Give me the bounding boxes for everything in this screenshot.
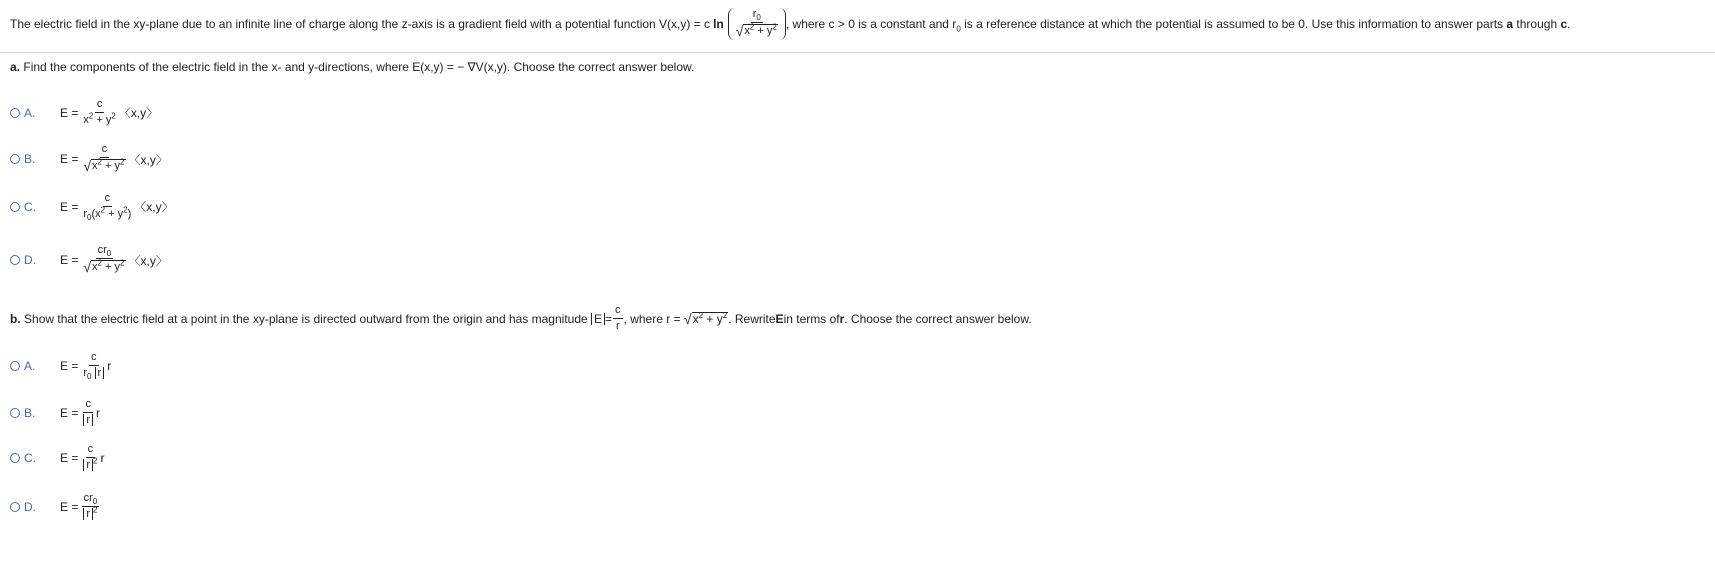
fraction: $\frac{cr_0}{r ^2}$ (83, 492, 98, 520)
intro-text-after: , where c > 0 is a constant and $r_0$ is a reference distance at which the potential is assumed to be 0. Use this information to answer parts a through c. (785, 17, 1571, 34)
fraction: $\frac{c}{r_0(x^2 + y^2)}$ (83, 192, 132, 223)
radio-button[interactable] (10, 502, 20, 512)
part-a-option-c[interactable]: C. E = $\frac{c}{r_0(x^2 + y^2)}$ 〈x,y〉 (10, 192, 174, 221)
part-b-option-a[interactable]: A. E = $\frac{c}{r_0 r}$ r (10, 351, 111, 380)
radio-button[interactable] (10, 408, 20, 418)
fraction: c √ $x^2 + y^2$ (83, 143, 125, 174)
part-b-option-d[interactable]: D. E = $\frac{cr_0}{r ^2}$ (10, 492, 100, 521)
radio-button[interactable] (10, 108, 20, 118)
divider (0, 52, 1715, 53)
radio-button[interactable] (10, 154, 20, 164)
fraction: $\frac{c}{x^2 + y^2}$ (83, 98, 116, 126)
potential-numerator: $r_0$ (752, 8, 761, 23)
part-a-option-b[interactable]: B. E = c √ $x^2 + y^2$ 〈x,y〉 (10, 143, 168, 175)
potential-fraction (734, 8, 780, 40)
potential-argument (728, 8, 786, 40)
radio-button[interactable] (10, 361, 20, 371)
intro-text-before: The electric field in the xy-plane due to an infinite line of charge along the z-axis is a gradient field with a potential function V(x,y) = c (10, 17, 711, 31)
part-a-option-a[interactable]: A. E = $\frac{c}{x^2 + y^2}$ 〈x,y〉 (10, 98, 158, 127)
radio-button[interactable] (10, 453, 20, 463)
radio-button[interactable] (10, 255, 20, 265)
part-b-option-c[interactable]: C. E = $\frac{c}{r ^2}$ r (10, 443, 104, 472)
fraction: $\frac{c}{r}$ (81, 398, 95, 427)
fraction: $cr_0$ √ $x^2 + y^2$ (83, 244, 125, 275)
intro-line (10, 0, 1570, 48)
part-b-option-b[interactable]: B. E = $\frac{c}{r}$ r (10, 398, 100, 427)
potential-denominator: √ $x^2 + y^2$ (735, 22, 777, 39)
part-b-prompt: b. Show that the electric field at a point in the xy-plane is directed outward from the origin and has magnitude E = $\frac{c}{r}$ , where r = √ $x^2 + y^2$ . Rewrite E in terms of r . Choose the correct answer below. (10, 304, 1032, 332)
part-a-prompt: a. Find the components of the electric field in the x- and y-directions, where E(x,y) = − ∇V(x,y). Choose the correct answer below. (10, 60, 695, 74)
part-a-option-d[interactable]: D. E = $cr_0$ √ $x^2 + y^2$ 〈x,y〉 (10, 244, 168, 276)
fraction: $\frac{c}{r ^2}$ (81, 443, 99, 472)
fraction: $\frac{c}{r_0 r}$ (81, 351, 106, 380)
ln-label: ln (713, 17, 724, 31)
radio-button[interactable] (10, 202, 20, 212)
